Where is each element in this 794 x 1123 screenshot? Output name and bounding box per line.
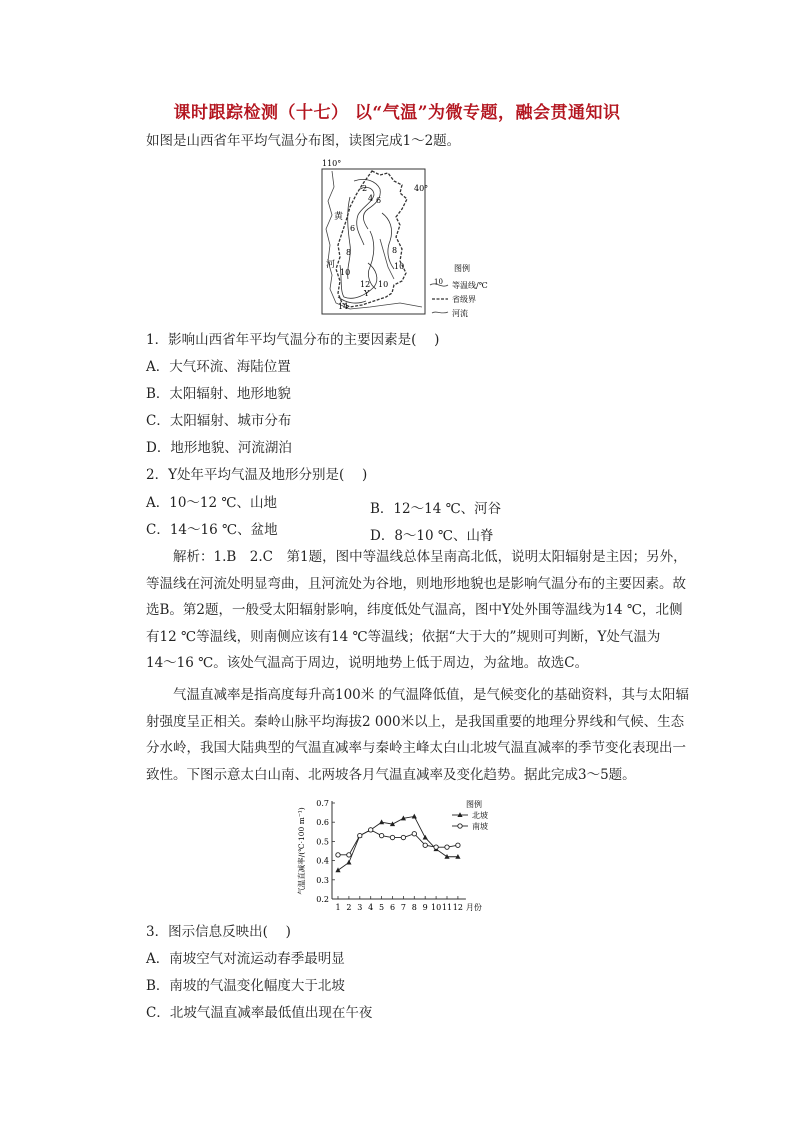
map-longitude-label: 110° (322, 159, 342, 168)
intro-line: 气温直减率是指高度每升高100米 的气温降低值，是气候变化的基础资料，其与太阳辐 (173, 687, 690, 703)
analysis-line: 14～16 ℃。该处气温高于周边，说明地势上低于周边，为盆地。故选C。 (146, 655, 589, 672)
data-point-south (347, 853, 351, 857)
question-2-option-c: C．14～16 ℃、盆地 (146, 522, 278, 538)
legend-label: 北坡 (472, 811, 488, 820)
question-1-option-b: B．太阳辐射、地形地貌 (146, 386, 291, 402)
data-point-south (445, 845, 449, 849)
analysis-line: 解析：1.B 2.C 第1题，图中等温线总体呈南高北低，说明太阳辐射是主因；另外， (173, 549, 687, 565)
data-point-north (379, 819, 384, 824)
y-tick-label: 0.6 (316, 818, 329, 828)
x-axis-label: 月份 (465, 903, 482, 912)
question-1-option-d: D．地形地貌、河流湖泊 (146, 440, 292, 456)
legend-river-sample (432, 312, 448, 313)
isotherm-label: 6 (376, 196, 382, 205)
x-tick-label: 12 (452, 903, 463, 912)
legend-label: 南坡 (472, 822, 488, 831)
question-2-option-b: B．12～14 ℃、河谷 (370, 501, 502, 517)
question-2-option-d: D．8～10 ℃、山脊 (370, 528, 494, 544)
x-tick-label: 6 (389, 903, 396, 912)
isotherm-label: 10 (394, 262, 405, 271)
x-tick-label: 9 (422, 903, 428, 912)
intro-line: 分水岭，我国大陆典型的气温直减率与秦岭主峰太白山北坡气温直减率的季节变化表现出一 (146, 740, 686, 757)
question-1-stem: 1．影响山西省年平均气温分布的主要因素是( ) (146, 332, 440, 348)
analysis-paragraph (146, 544, 687, 677)
question-2-option-a: A．10～12 ℃、山地 (146, 495, 277, 511)
isotherm-label: 14 (338, 302, 349, 311)
data-point-south (456, 843, 460, 847)
map-river-label: 黄 (334, 212, 344, 222)
isotherm-label: 6 (350, 224, 356, 233)
y-tick-label: 0.5 (316, 837, 329, 847)
intro-text-1: 如图是山西省年平均气温分布图，读图完成1～2题。 (146, 133, 461, 149)
legend-marker-south (458, 824, 462, 828)
data-point-south (412, 832, 416, 836)
map-latitude-label: 40° (414, 184, 429, 193)
data-point-north (412, 814, 417, 819)
isotherm-label: 10 (340, 268, 351, 277)
x-tick-label: 8 (411, 903, 417, 912)
legend-border-label: 省级界 (452, 295, 476, 304)
map-legend-title: 图例 (454, 264, 470, 273)
question-3-option-a: A．南坡空气对流运动春季最明显 (146, 951, 345, 967)
x-tick-label: 10 (431, 903, 442, 912)
data-point-south (434, 845, 438, 849)
data-point-south (390, 835, 394, 839)
data-point-south (369, 828, 373, 832)
x-tick-label: 7 (400, 903, 406, 912)
series-line-south (338, 830, 458, 855)
analysis-line: 选B。第2题，一般受太阳辐射影响，纬度低处气温高，图中Y处外围等温线为14 ℃，北侧 (146, 602, 683, 619)
x-tick-label: 1 (335, 903, 341, 912)
y-axis-label: 气温直减率/(℃·100 m⁻¹) (297, 807, 306, 895)
question-2-stem: 2．Y处年平均气温及地形分别是( ) (146, 467, 368, 483)
data-point-south (358, 833, 362, 837)
river-line (326, 171, 422, 309)
data-point-south (336, 853, 340, 857)
question-1-option-a: A．大气环流、海陆位置 (146, 359, 291, 375)
question-1-option-c: C．太阳辐射、城市分布 (146, 413, 292, 429)
data-point-north (423, 835, 428, 840)
series-line-north (338, 816, 458, 870)
isotherm-label: 8 (392, 246, 398, 255)
legend-river-label: 河流 (452, 309, 468, 318)
isotherm-label: 12 (360, 280, 371, 289)
question-3-stem: 3．图示信息反映出( ) (146, 924, 291, 940)
data-point-north (346, 860, 351, 865)
map-y-label: Y (364, 289, 370, 298)
province-border (336, 171, 407, 307)
map-river-label: 河 (326, 260, 336, 270)
question-3-option-b: B．南坡的气温变化幅度大于北坡 (146, 978, 345, 994)
legend-title: 图例 (466, 800, 482, 809)
river-line (380, 239, 394, 279)
lapse-rate-chart (292, 795, 542, 920)
x-tick-label: 3 (357, 903, 363, 912)
analysis-line: 等温线在河流处明显弯曲，且河流处为谷地，则地形地貌也是影响气温分布的主要因素。故 (146, 575, 686, 592)
isotherm-label: 8 (346, 248, 352, 257)
shanxi-temperature-map (310, 157, 510, 322)
legend-isotherm-value: 10 (434, 278, 443, 286)
y-tick-label: 0.3 (316, 875, 329, 885)
page-title: 课时跟踪检测（十七） 以“气温”为微专题，融会贯通知识 (173, 103, 621, 123)
analysis-line: 有12 ℃等温线，则南侧应该有14 ℃等温线；依据“大于大的”规则可判断，Y处气温为 (146, 628, 661, 645)
data-point-south (401, 835, 405, 839)
legend-isotherm-label: 等温线/℃ (452, 281, 488, 290)
y-tick-label: 0.2 (316, 895, 329, 904)
x-tick-label: 2 (346, 903, 352, 912)
data-point-south (423, 843, 427, 847)
question-3-option-c: C．北坡气温直减率最低值出现在午夜 (146, 1005, 373, 1021)
isotherm-label: 2 (362, 184, 368, 193)
intro-line: 致性。下图示意太白山南、北两坡各月气温直减率及变化趋势。据此完成3～5题。 (146, 766, 636, 783)
x-tick-label: 5 (379, 903, 385, 912)
x-tick-label: 4 (368, 903, 374, 912)
data-point-south (379, 833, 383, 837)
intro-line: 射强度呈正相关。秦岭山脉平均海拔2 000米以上，是我国重要的地理分界线和气候、生态 (146, 713, 685, 730)
y-tick-label: 0.7 (316, 799, 329, 808)
isotherm-label: 4 (368, 194, 374, 203)
intro-paragraph-2 (146, 682, 690, 788)
isotherm-line (382, 213, 394, 269)
isotherm-label: 10 (378, 280, 389, 289)
x-tick-label: 11 (441, 903, 453, 912)
data-point-north (335, 867, 340, 872)
y-tick-label: 0.4 (316, 856, 329, 866)
